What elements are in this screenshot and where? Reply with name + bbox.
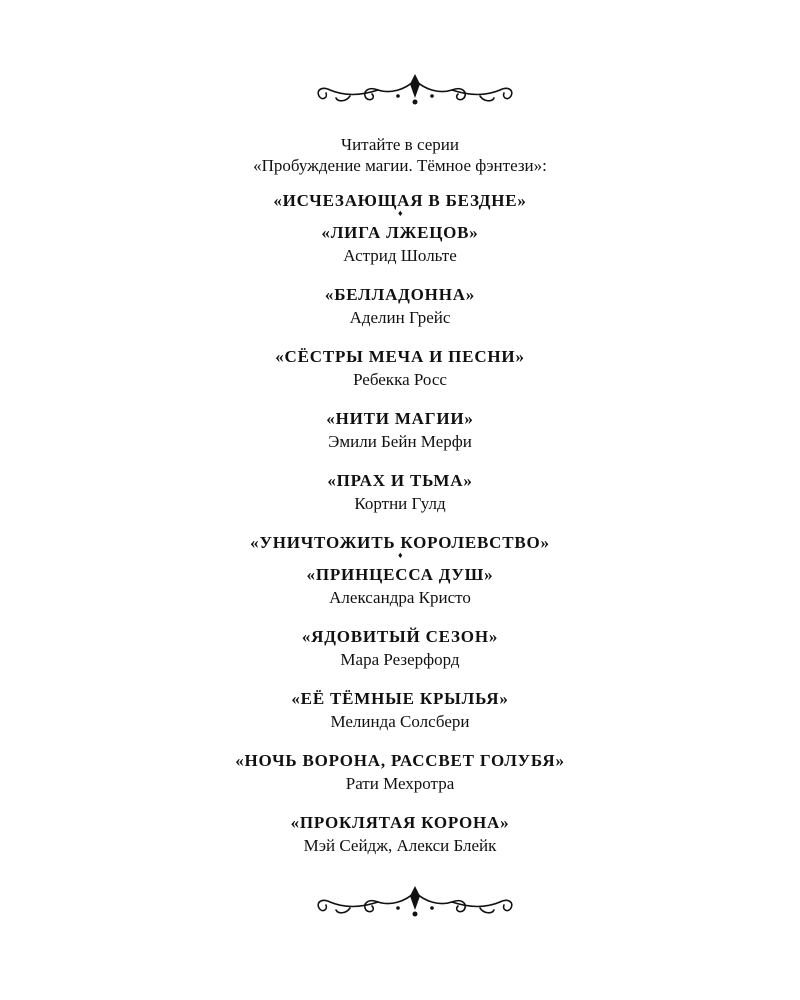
- book-author: Кортни Гулд: [354, 494, 446, 513]
- book-entry: [0, 284, 800, 330]
- book-entry: [0, 470, 800, 516]
- title-joiner-icon: ♦: [398, 550, 403, 560]
- book-entry: [0, 688, 800, 734]
- book-entry: [0, 408, 800, 454]
- book-author: Астрид Шольте: [343, 246, 457, 265]
- book-author: Мара Резерфорд: [340, 650, 460, 669]
- series-intro: [0, 134, 800, 176]
- book-title: «НОЧЬ ВОРОНА, РАССВЕТ ГОЛУБЯ»: [235, 751, 565, 770]
- book-title: «ЕЁ ТЁМНЫЕ КРЫЛЬЯ»: [291, 689, 509, 708]
- book-author: Мелинда Солсбери: [330, 712, 470, 731]
- book-entry: [0, 626, 800, 672]
- book-title: «ПРИНЦЕССА ДУШ»: [306, 565, 494, 584]
- book-author: Ребекка Росс: [353, 370, 447, 389]
- intro-line-1: Читайте в серии: [341, 135, 459, 154]
- book-title: «СЁСТРЫ МЕЧА И ПЕСНИ»: [275, 347, 525, 366]
- intro-line-2: «Пробуждение магии. Тёмное фэнтези»:: [253, 156, 547, 175]
- book-author: Эмили Бейн Мерфи: [328, 432, 472, 451]
- book-title: «ЯДОВИТЫЙ СЕЗОН»: [301, 627, 499, 646]
- book-author: Александра Кристо: [329, 588, 471, 607]
- book-title: «НИТИ МАГИИ»: [326, 409, 474, 428]
- book-list: [0, 190, 800, 874]
- book-entry: [0, 750, 800, 796]
- book-title: «ПРОКЛЯТАЯ КОРОНА»: [290, 813, 510, 832]
- book-title: «ИСЧЕЗАЮЩАЯ В БЕЗДНЕ»: [273, 191, 527, 210]
- book-author: Рати Мехротра: [345, 774, 455, 793]
- book-author: Мэй Сейдж, Алекси Блейк: [303, 836, 497, 855]
- book-entry: [0, 812, 800, 858]
- book-title: «УНИЧТОЖИТЬ КОРОЛЕВСТВО»: [250, 533, 550, 552]
- book-title: «ПРАХ И ТЬМА»: [327, 471, 473, 490]
- flourish-ornament-top-icon: [310, 72, 520, 108]
- book-entry: [0, 190, 800, 268]
- book-title: «ЛИГА ЛЖЕЦОВ»: [321, 223, 479, 242]
- flourish-ornament-bottom-icon: [310, 884, 520, 920]
- title-joiner-icon: ♦: [398, 208, 403, 218]
- book-author: Аделин Грейс: [349, 308, 451, 327]
- book-title: «БЕЛЛАДОННА»: [324, 285, 476, 304]
- book-entry: [0, 532, 800, 610]
- book-entry: [0, 346, 800, 392]
